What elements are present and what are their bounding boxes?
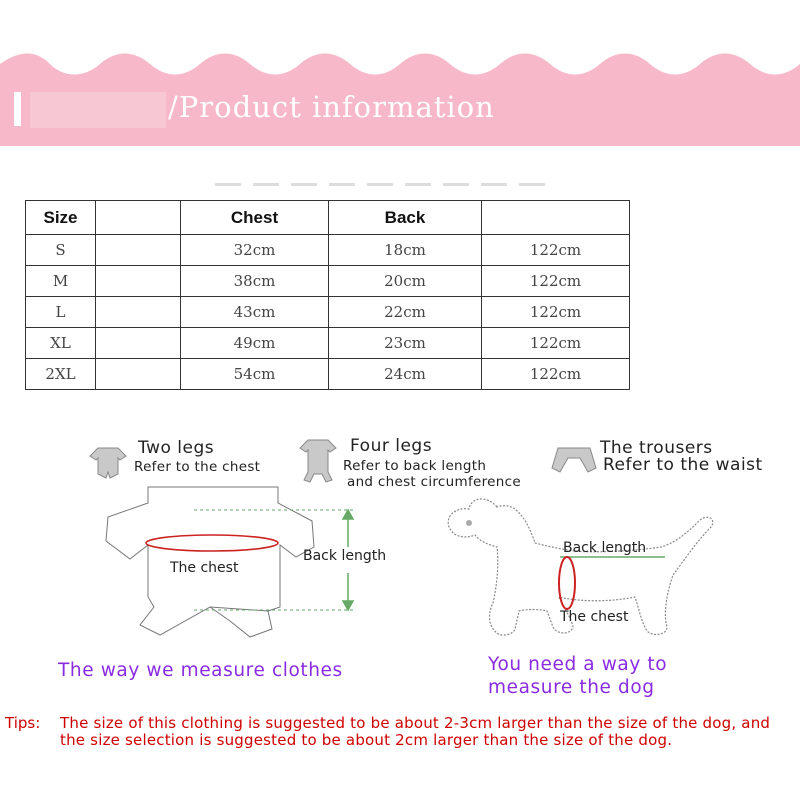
table-row	[26, 266, 630, 297]
legend-four-legs-title: Four legs	[350, 436, 433, 456]
legend-four-legs-sub1: Refer to back length	[343, 458, 487, 474]
cell-chest: 38cm	[181, 266, 329, 297]
cell-size: 2XL	[26, 359, 96, 390]
cell-back: 22cm	[329, 297, 482, 328]
dog-back-length-label: Back length	[563, 540, 647, 556]
brand-placeholder	[30, 92, 166, 128]
cell-back: 23cm	[329, 328, 482, 359]
dog-chest-label: The chest	[560, 609, 629, 625]
clothes-chest-label: The chest	[170, 560, 239, 576]
header-length	[482, 201, 630, 235]
header-back: Back	[329, 201, 482, 235]
cell-chest: 54cm	[181, 359, 329, 390]
banner-accent-bar	[14, 92, 21, 126]
cell-size: M	[26, 266, 96, 297]
cell-blank	[96, 235, 181, 266]
header-size: Size	[26, 201, 96, 235]
cell-back: 24cm	[329, 359, 482, 390]
clothes-back-length-label: Back length	[303, 548, 387, 564]
faint-divider	[215, 183, 545, 186]
cell-length: 122cm	[482, 266, 630, 297]
legend-two-legs-title: Two legs	[138, 438, 215, 458]
size-table	[25, 200, 630, 390]
tips-text: The size of this clothing is suggested to be about 2-3cm larger than the size of the dog, and the size selection is suggested to be about 2cm larger than the size of the dog.	[60, 714, 771, 749]
cell-chest: 43cm	[181, 297, 329, 328]
table-row	[26, 359, 630, 390]
dog-eye	[466, 520, 472, 526]
dog-caption-line1: You need a way to	[488, 654, 668, 675]
table-row	[26, 328, 630, 359]
cell-length: 122cm	[482, 297, 630, 328]
dog-diagram	[435, 485, 735, 665]
legend-trousers-sub: Refer to the waist	[603, 455, 763, 475]
clothes-caption: The way we measure clothes	[58, 660, 343, 681]
cell-length: 122cm	[482, 359, 630, 390]
cell-blank	[96, 297, 181, 328]
table-row	[26, 235, 630, 266]
trousers-icon	[550, 446, 598, 478]
four-legs-icon	[296, 438, 340, 484]
dog-caption-line2: measure the dog	[488, 677, 655, 698]
table-row	[26, 297, 630, 328]
cell-back: 18cm	[329, 235, 482, 266]
cell-blank	[96, 266, 181, 297]
tips-label: Tips:	[5, 714, 41, 732]
cell-blank	[96, 328, 181, 359]
legend-two-legs-sub: Refer to the chest	[134, 459, 261, 475]
legend-trousers-title: The trousers	[600, 438, 713, 458]
chest-measure-ring	[146, 535, 278, 551]
header-blank	[96, 201, 181, 235]
cell-blank	[96, 359, 181, 390]
table-header-row	[26, 201, 630, 235]
dog-chest-ring	[559, 557, 575, 609]
cell-size: S	[26, 235, 96, 266]
cell-length: 122cm	[482, 235, 630, 266]
header-chest: Chest	[181, 201, 329, 235]
cell-length: 122cm	[482, 328, 630, 359]
legend-four-legs-sub2: and chest circumference	[347, 474, 521, 490]
cell-back: 20cm	[329, 266, 482, 297]
cell-chest: 32cm	[181, 235, 329, 266]
cell-chest: 49cm	[181, 328, 329, 359]
banner-title: /Product information	[168, 90, 495, 124]
cell-size: L	[26, 297, 96, 328]
two-legs-icon	[88, 446, 128, 480]
cell-size: XL	[26, 328, 96, 359]
